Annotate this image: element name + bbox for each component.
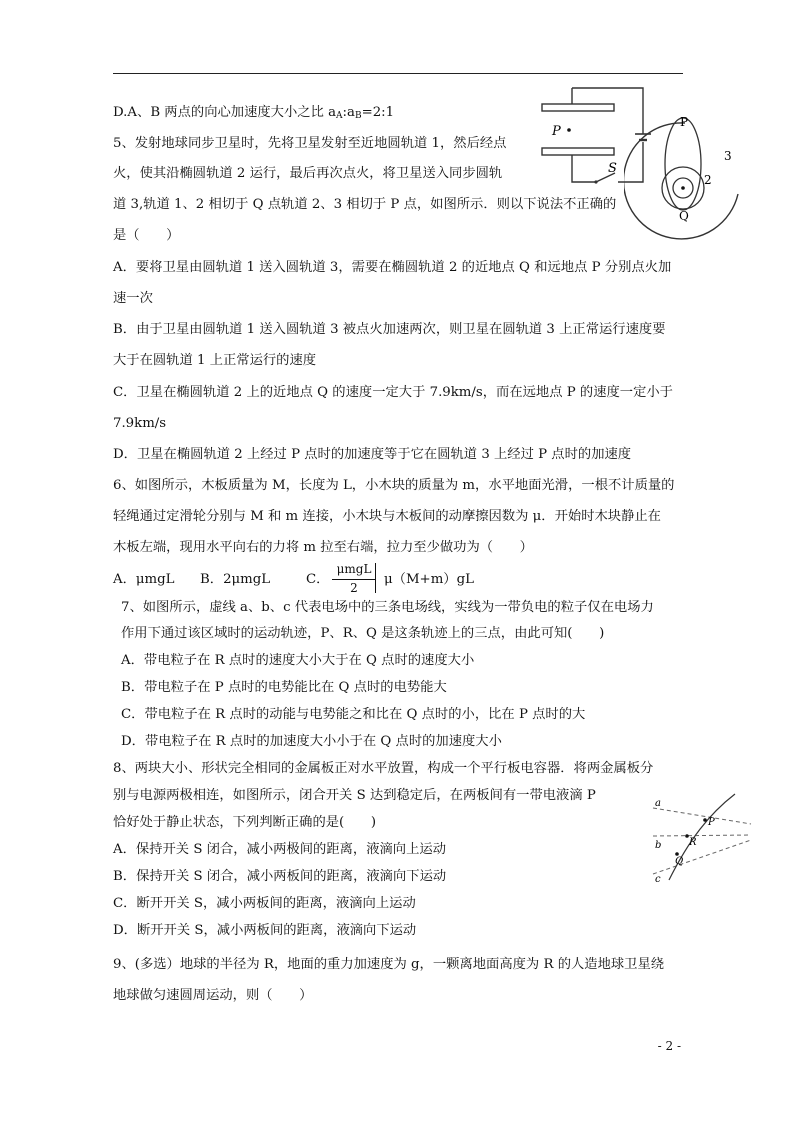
q6-option-c: C． bbox=[306, 572, 330, 587]
q5-option-b-2: 大于在圆轨道 1 上正常运行的速度 bbox=[113, 353, 317, 368]
field-line-b bbox=[653, 835, 751, 836]
page-number: - 2 - bbox=[657, 1039, 681, 1053]
droplet-label: P bbox=[552, 124, 561, 139]
q6-option-d: μ（M+m）gL bbox=[384, 572, 474, 587]
orbit-figure bbox=[624, 112, 742, 250]
q6-option-c-numerator: μmgL bbox=[336, 562, 372, 576]
circuit-bottom-wire bbox=[572, 155, 596, 182]
q6-option-c-denominator: 2 bbox=[350, 581, 358, 595]
q6-option-a: A．μmgL bbox=[113, 572, 175, 587]
q7-option-b: B．带电粒子在 P 点时的电势能比在 Q 点时的电势能大 bbox=[121, 680, 447, 695]
q5-line-1: 5、发射地球同步卫星时，先将卫星发射至近地圆轨道 1，然后经点 bbox=[113, 136, 507, 151]
q5-line-3: 道 3,轨道 1、2 相切于 Q 点轨道 2、3 相切于 P 点，如图所示．则以下说法不正确的 bbox=[113, 197, 617, 212]
label-a: a bbox=[655, 798, 661, 809]
point-q-label: Q bbox=[675, 856, 684, 867]
q5-line-4: 是（ ） bbox=[113, 228, 180, 243]
q5-option-a-2: 速一次 bbox=[113, 291, 153, 306]
q8-option-b: B．保持开关 S 闭合，减小两板间的距离，液滴向下运动 bbox=[113, 869, 447, 884]
q7-line-1: 7、如图所示，虚线 a、b、c 代表电场中的三条电场线，实线为一带负电的粒子仅在电场力 bbox=[121, 600, 654, 615]
point-q-label: Q bbox=[679, 209, 689, 223]
fraction-bar bbox=[332, 579, 375, 580]
q7-option-c: C．带电粒子在 R 点时的动能与电势能之和比在 Q 点时的小，比在 P 点时的大 bbox=[121, 707, 586, 722]
q6-option-b: B．2μmgL bbox=[200, 572, 271, 587]
capacitor-bottom-plate bbox=[542, 148, 614, 155]
q8-option-d: D．断开开关 S，减小两板间的距离，液滴向下运动 bbox=[113, 923, 417, 938]
earth-center bbox=[681, 186, 685, 190]
particle-trajectory bbox=[669, 794, 735, 880]
droplet-dot bbox=[567, 128, 571, 132]
q4-option-d: D.A、B 两点的向心加速度大小之比 $a_A:a_B=2:1$ bbox=[113, 105, 395, 121]
point-r-label: R bbox=[689, 837, 697, 848]
point-p-label: P bbox=[680, 115, 689, 129]
q5-option-c-2: 7.9km/s bbox=[113, 416, 167, 431]
q5-option-a-1: A．要将卫星由圆轨道 1 送入圆轨道 3，需要在椭圆轨道 2 的近地点 Q 和远地点 P 分别点火加 bbox=[113, 260, 672, 275]
field-line-c bbox=[653, 840, 751, 874]
orbit-3-label: 3 bbox=[724, 149, 732, 163]
q6-line-1: 6、如图所示，木板质量为 M，长度为 L，小木块的质量为 m，水平地面光滑，一根不计质量的 bbox=[113, 478, 675, 493]
field-lines-figure bbox=[647, 790, 753, 886]
q8-line-1: 8、两块大小、形状完全相同的金属板正对水平放置，构成一个平行板电容器．将两金属板分 bbox=[113, 761, 654, 776]
q7-option-d: D．带电粒子在 R 点时的加速度大小小于在 Q 点时的加速度大小 bbox=[121, 734, 502, 749]
q9-line-1: 9、(多选）地球的半径为 R，地面的重力加速度为 g，一颗离地面高度为 R 的人造地球卫星绕 bbox=[113, 957, 665, 972]
q7-option-a: A．带电粒子在 R 点时的速度大小大于在 Q 点时的速度大小 bbox=[121, 653, 475, 668]
q5-option-c-1: C．卫星在椭圆轨道 2 上的近地点 Q 的速度一定大于 7.9km/s，而在远地点 P 的速度一定小于 bbox=[113, 385, 673, 400]
switch-label: S bbox=[608, 161, 617, 176]
q6-line-3: 木板左端，现用水平向右的力将 m 拉至右端，拉力至少做功为（ ） bbox=[113, 540, 533, 555]
q9-line-2: 地球做匀速圆周运动，则（ ） bbox=[113, 988, 313, 1003]
orbit-2-ellipse bbox=[665, 118, 701, 210]
field-line-a bbox=[653, 808, 751, 824]
point-p bbox=[703, 818, 707, 822]
label-c: c bbox=[655, 874, 661, 885]
switch-pivot bbox=[594, 180, 597, 183]
q8-line-3: 恰好处于静止状态，下列判断正确的是( ) bbox=[113, 815, 377, 830]
header-rule bbox=[113, 73, 683, 74]
q7-line-2: 作用下通过该区域时的运动轨迹，P、R、Q 是这条轨迹上的三点，由此可知( ) bbox=[121, 626, 605, 641]
q6-line-2: 轻绳通过定滑轮分别与 M 和 m 连接，小木块与木板间的动摩擦因数为 μ．开始时木块静止在 bbox=[113, 509, 661, 524]
orbit-2-label: 2 bbox=[704, 173, 712, 187]
q8-option-c: C．断开开关 S，减小两板间的距离，液滴向上运动 bbox=[113, 896, 416, 911]
label-b: b bbox=[655, 840, 662, 851]
q5-option-d: D．卫星在椭圆轨道 2 上经过 P 点时的加速度等于它在圆轨道 3 上经过 P 点时的加速度 bbox=[113, 447, 632, 462]
capacitor-top-plate bbox=[542, 104, 614, 111]
q8-line-2: 别与电源两极相连，如图所示，闭合开关 S 达到稳定后，在两板间有一带电液滴 P bbox=[113, 788, 596, 803]
q5-line-2: 火，使其沿椭圆轨道 2 运行，最后再次点火，将卫星送入同步圆轨 bbox=[113, 166, 503, 181]
q5-option-b-1: B．由于卫星由圆轨道 1 送入圆轨道 3 被点火加速两次，则卫星在圆轨道 3 上正常运行速度要 bbox=[113, 322, 666, 337]
point-p-label: P bbox=[708, 817, 715, 828]
q8-option-a: A．保持开关 S 闭合，减小两极间的距离，液滴向上运动 bbox=[113, 842, 446, 857]
